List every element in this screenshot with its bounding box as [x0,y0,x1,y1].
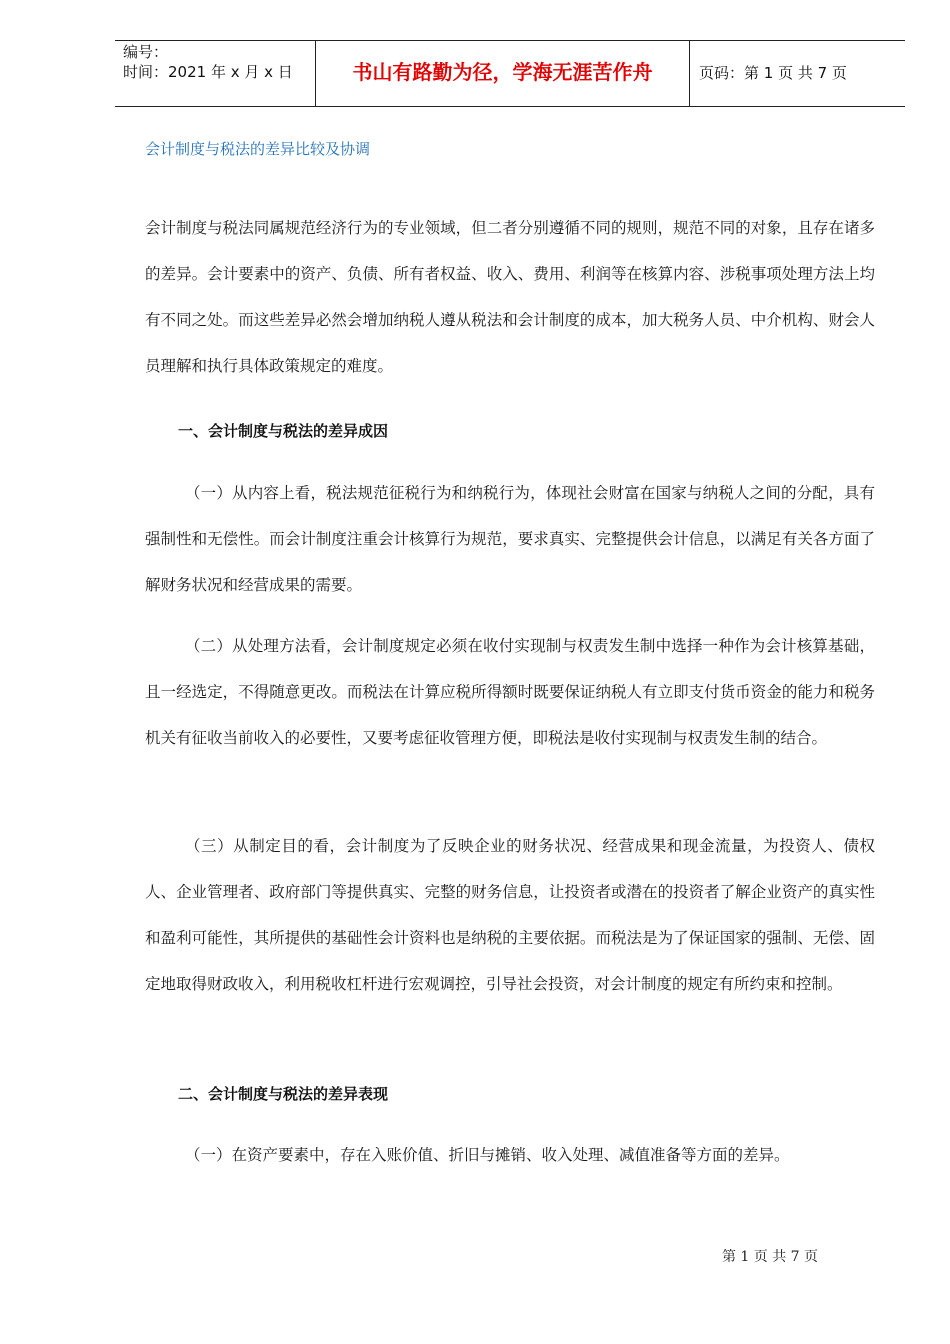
section-2-heading: 二、会计制度与税法的差异表现 [178,1085,389,1103]
number-label: 编号： [123,43,169,61]
header-divider [689,40,690,107]
time-label: 时间：2021 年 x 月 x 日 [123,63,293,81]
footer-page-number: 第 1 页 共 7 页 [721,1249,819,1265]
section-1-paragraph-1: （一）从内容上看，税法规范征税行为和纳税行为，体现社会财富在国家与纳税人之间的分配，具有强制性和无偿性。而会计制度注重会计核算行为规范，要求真实、完整提供会计信息，以满足有关各方面了解财务状况和经营成果的需要。 [145,484,875,594]
header-page-info: 页码：第 1 页 共 7 页 [699,64,847,82]
document-title: 会计制度与税法的差异比较及协调 [145,140,371,158]
header-bottom-rule [115,106,905,107]
section-1-paragraph-2: （二）从处理方法看，会计制度规定必须在收付实现制与权责发生制中选择一种作为会计核算基础，且一经选定，不得随意更改。而税法在计算应税所得额时既要保证纳税人有立即支付货币资金的能力和税务机关有征收当前收入的必要性，又要考虑征收管理方便，即税法是收付实现制与权责发生制的结合。 [145,637,875,747]
header-motto: 书山有路勤为径，学海无涯苦作舟 [352,60,653,84]
header-meta [123,42,293,82]
section-1-paragraph-3: （三）从制定目的看，会计制度为了反映企业的财务状况、经营成果和现金流量，为投资人、债权人、企业管理者、政府部门等提供真实、完整的财务信息，让投资者或潜在的投资者了解企业资产的真实性和盈利可能性，其所提供的基础性会计资料也是纳税的主要依据。而税法是为了保证国家的强制、无偿、固定地取得财政收入，利用税收杠杆进行宏观调控，引导社会投资，对会计制度的规定有所约束和控制。 [145,837,875,993]
page-header [115,40,905,107]
intro-paragraph: 会计制度与税法同属规范经济行为的专业领域，但二者分别遵循不同的规则，规范不同的对象，且存在诸多的差异。会计要素中的资产、负债、所有者权益、收入、费用、利润等在核算内容、涉税事项处理方法上均有不同之处。而这些差异必然会增加纳税人遵从税法和会计制度的成本，加大税务人员、中介机构、财会人员理解和执行具体政策规定的难度。 [145,219,875,375]
page-footer [0,1246,950,1266]
section-2-paragraph-1: （一）在资产要素中，存在入账价值、折旧与摊销、收入处理、减值准备等方面的差异。 [185,1146,790,1164]
header-top-rule [115,40,905,41]
section-1-heading: 一、会计制度与税法的差异成因 [178,422,389,440]
